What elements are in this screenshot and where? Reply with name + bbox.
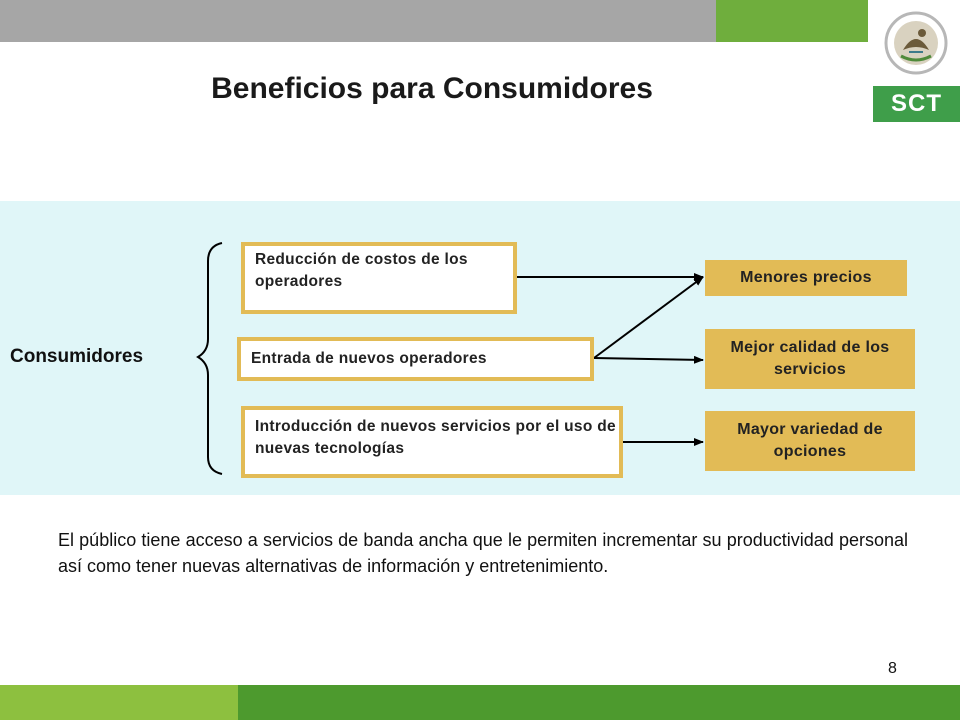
body-paragraph: El público tiene acceso a servicios de banda ancha que le permiten incrementar su productividad personal así como tener nuevas alternativas de información y entretenimiento. — [58, 530, 908, 576]
coat-of-arms-icon — [873, 0, 960, 86]
slide-title: Beneficios para Consumidores — [211, 72, 653, 105]
cause-box-costs: Reducción de costos de los operadores — [241, 242, 517, 314]
effect-box-variety: Mayor variedad de opciones — [705, 411, 915, 471]
cause-box-services: Introducción de nuevos servicios por el uso de nuevas tecnologías — [241, 406, 623, 478]
arrow-entry-to-prices — [594, 277, 703, 358]
effect-box-quality: Mejor calidad de los servicios — [705, 329, 915, 389]
brace-icon — [198, 243, 222, 474]
top-bar-gray — [0, 0, 716, 42]
logo-text: SCT — [873, 86, 960, 122]
effect-box-prices: Menores precios — [705, 260, 907, 296]
arrow-entry-to-quality — [594, 358, 703, 360]
bottom-bar-light — [0, 685, 238, 720]
top-bar-green — [716, 0, 868, 42]
cause-box-entry: Entrada de nuevos operadores — [237, 337, 594, 381]
sct-logo — [873, 0, 960, 122]
root-label: Consumidores — [10, 346, 144, 367]
bottom-bar-dark — [238, 685, 960, 720]
page-number: 8 — [888, 660, 897, 677]
